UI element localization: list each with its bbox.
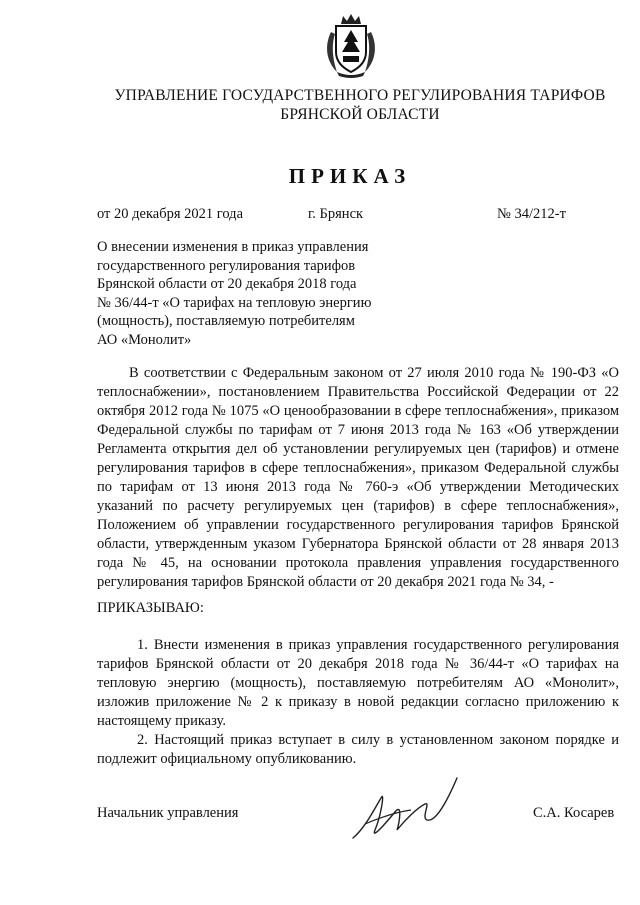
handwritten-signature	[345, 768, 470, 848]
subject-line: Брянской области от 20 декабря 2018 года	[97, 276, 357, 292]
subject-line: О внесении изменения в приказ управления	[97, 239, 369, 255]
preamble-paragraph	[97, 364, 619, 592]
order-item: 2. Настоящий приказ вступает в силу в установленном законом порядке и подлежит официальному опубликованию.	[97, 732, 619, 767]
document-number: № 34/212-т	[497, 206, 566, 222]
signatory-position: Начальник управления	[97, 805, 239, 821]
subject-line: АО «Монолит»	[97, 331, 192, 348]
organization-name	[60, 86, 640, 124]
preamble-text: В соответствии с Федеральным законом от 27 июля 2010 года № 190-ФЗ «О теплоснабжении», постановлением Правительства Российской Федерации от 22 октября 2012 года № 1075 «О ценообразовании в сфере теплоснабжения», приказом Федеральной службы по тарифам от 7 июня 2013 года № 163 «Об утверждении Регламента открытия дел об установлении регулируемых цен (тарифов) и отмене регулирования тарифов в сфере теплоснабжения», приказом Федеральной службы по тарифам от 13 июня 2013 года № 760-э «Об утверждении Методических указаний по расчету регулируемых цен (тарифов) в сфере теплоснабжения», Положением об управлении государственного регулирования тарифов Брянской области, утвержденным указом Губернатора Брянской области от 28 января 2013 года № 45, на основании протокола правления управления государственного регулирования тарифов Брянской области от 20 декабря 2021 года № 34, -	[97, 365, 619, 590]
order-items	[97, 636, 619, 769]
subject-line: государственного регулирования тарифов	[97, 257, 356, 274]
order-word: ПРИКАЗЫВАЮ:	[97, 600, 204, 616]
order-item: 1. Внести изменения в приказ управления государственного регулирования тарифов Брянской области от 20 декабря 2018 года № 36/44-т «О тарифах на тепловую энергию (мощность), поставляемую потребителям АО «Монолит», изложив приложение № 2 к приказу в новой редакции согласно приложению к настоящему приказу.	[97, 637, 619, 729]
subject-line: № 36/44-т «О тарифах на тепловую энергию	[97, 294, 372, 311]
organization-name-line1: УПРАВЛЕНИЕ ГОСУДАРСТВЕННОГО РЕГУЛИРОВАНИЯ ТАРИФОВ	[114, 87, 606, 104]
organization-name-line2: БРЯНСКОЙ ОБЛАСТИ	[280, 106, 440, 123]
document-date: от 20 декабря 2021 года	[97, 206, 243, 222]
document-title: ПРИКАЗ	[288, 164, 412, 188]
document-subject	[97, 238, 427, 349]
signatory-name: С.А. Косарев	[533, 805, 615, 821]
document-city: г. Брянск	[308, 206, 364, 222]
subject-line: (мощность), поставляемую потребителям	[97, 313, 355, 329]
coat-of-arms-icon	[323, 12, 379, 80]
